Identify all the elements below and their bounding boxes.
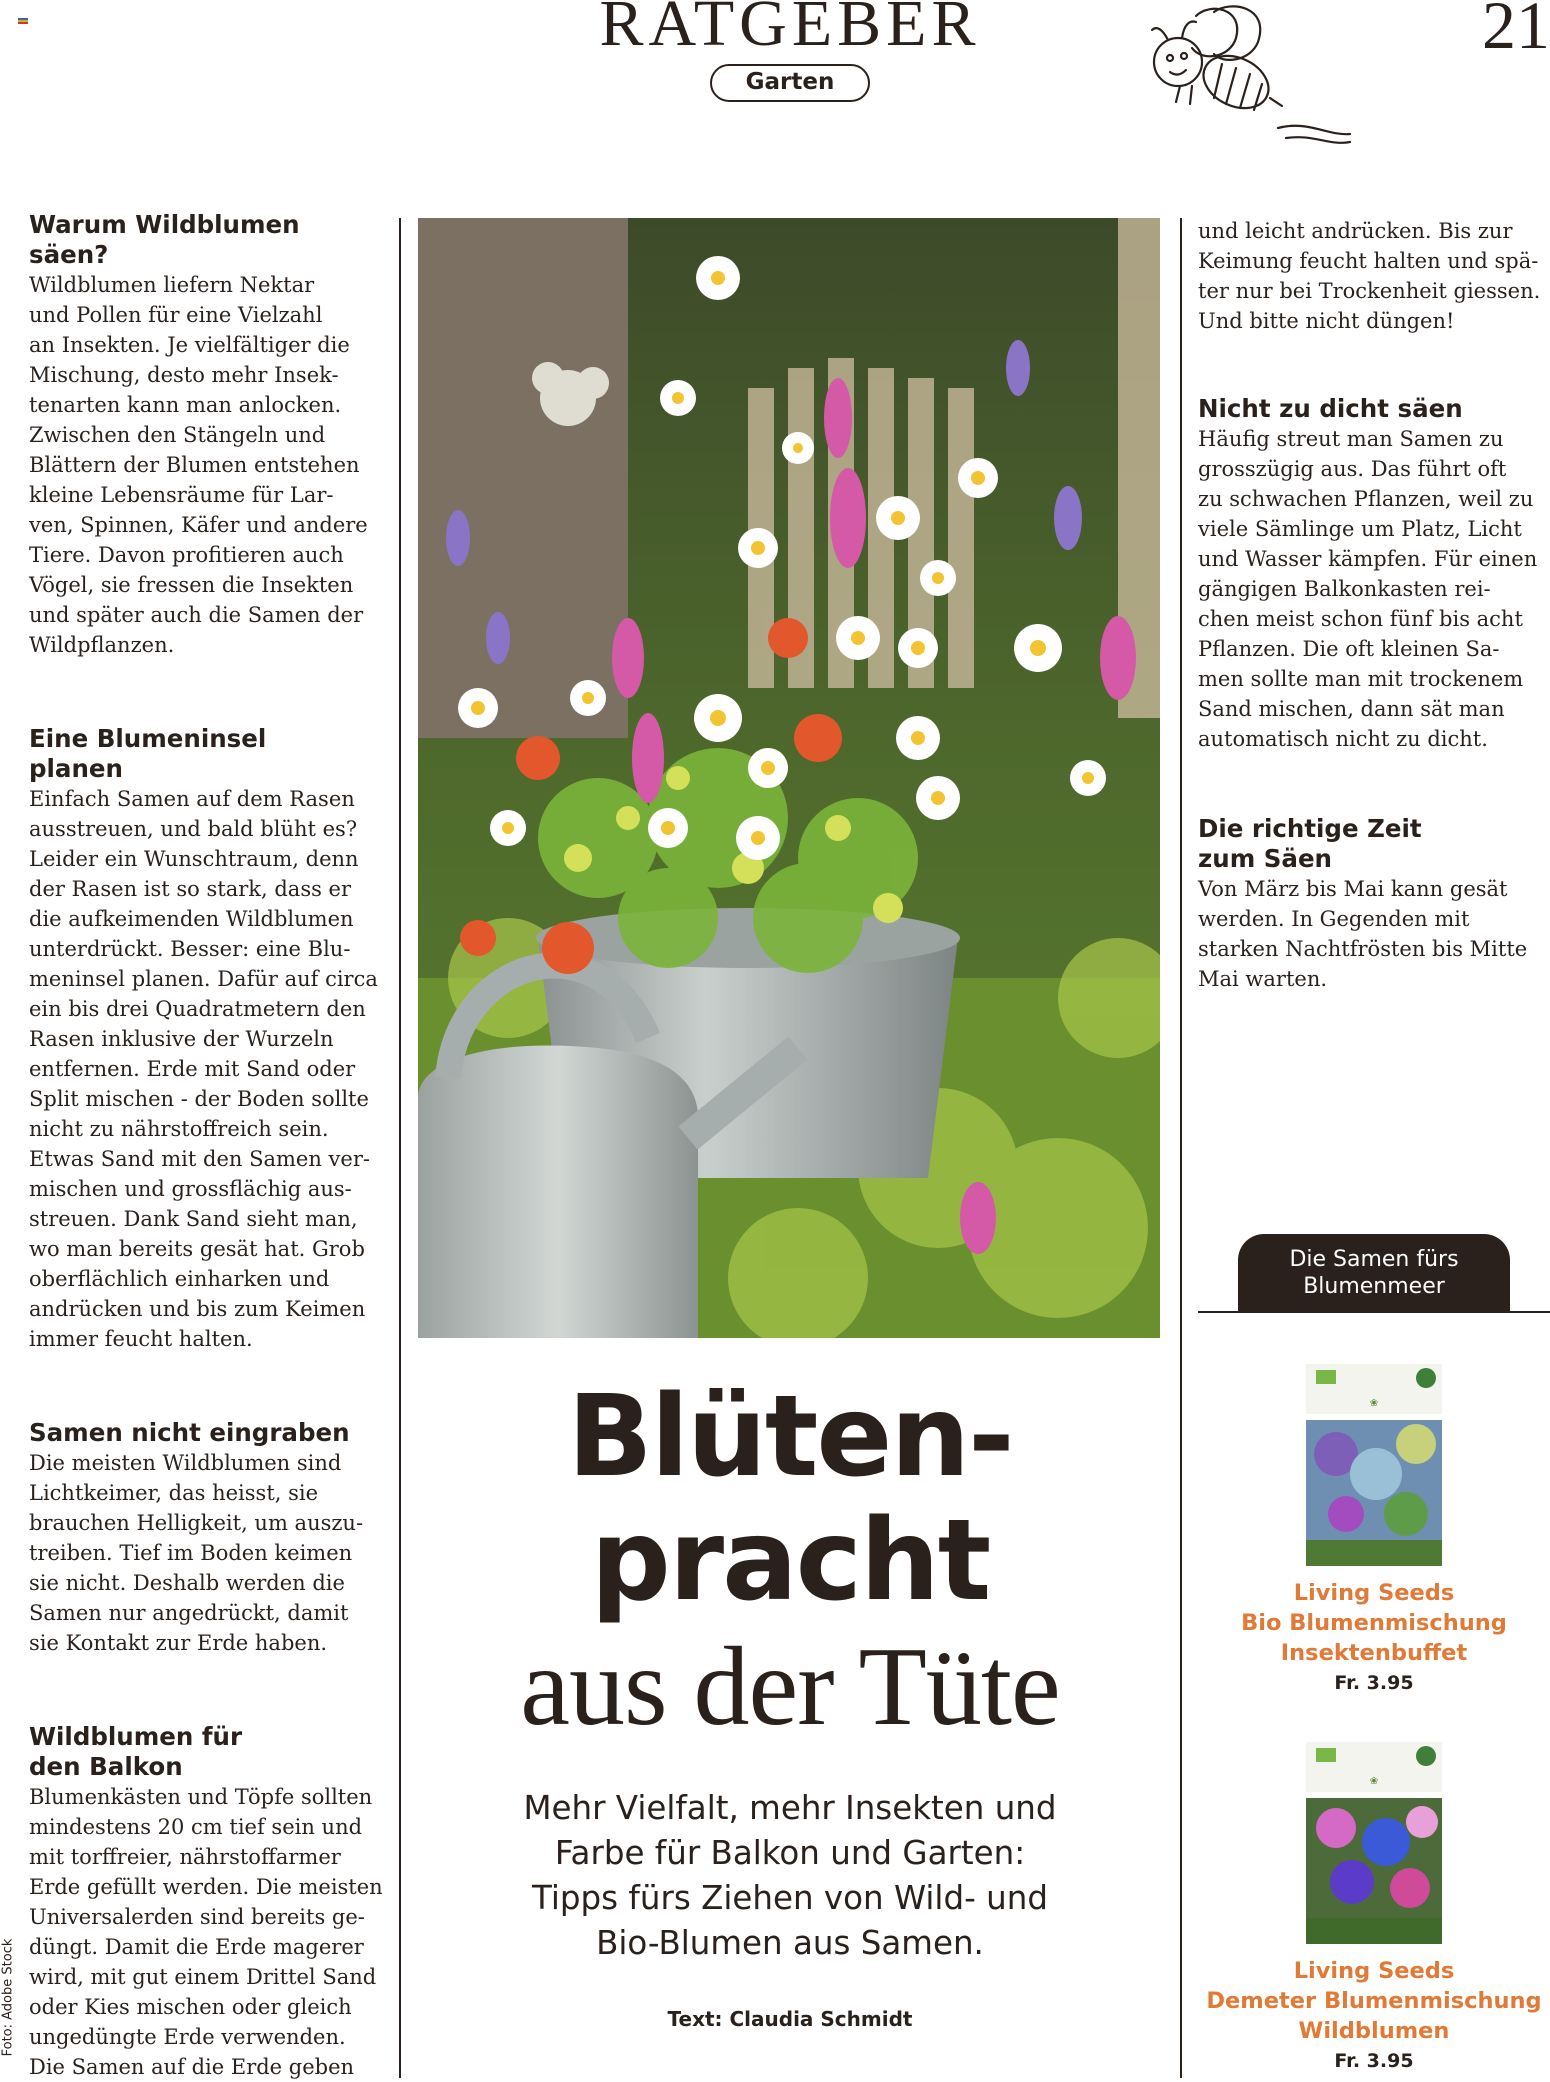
text-line: Etwas Sand mit den Samen ver- <box>29 1147 370 1171</box>
section-body <box>1198 424 1548 754</box>
text-line: Einfach Samen auf dem Rasen <box>29 787 355 811</box>
bee-illustration-icon <box>1118 2 1358 152</box>
page-number: 21 <box>1482 0 1550 63</box>
section-body <box>29 1782 389 2082</box>
text-line: Blättern der Blumen entstehen <box>29 453 360 477</box>
product-card[interactable] <box>1198 1364 1550 1698</box>
article-lead <box>470 1786 1110 1966</box>
product-price: Fr. 3.95 <box>1334 2050 1414 2072</box>
text-line: wird, mit gut einem Drittel Sand <box>29 1965 377 1989</box>
seed-packet-image <box>1306 1364 1442 1566</box>
column-divider <box>1180 218 1182 2078</box>
section-body <box>29 270 389 660</box>
text-line: sie Kontakt zur Erde haben. <box>29 1631 328 1655</box>
product-price: Fr. 3.95 <box>1334 1672 1414 1694</box>
text-line: Und bitte nicht düngen! <box>1198 309 1455 333</box>
section-right-time <box>1198 814 1548 994</box>
section-heading: säen? <box>29 240 109 269</box>
text-line: die aufkeimenden Wildblumen <box>29 907 354 931</box>
column-divider <box>399 218 401 2078</box>
continued-text <box>1198 216 1548 336</box>
text-line: und Pollen für eine Vielzahl <box>29 303 323 327</box>
product-name <box>1198 1578 1550 1668</box>
text-line: Wildblumen liefern Nektar <box>29 273 315 297</box>
text-line: Häufig streut man Samen zu <box>1198 427 1504 451</box>
text-line: der Rasen ist so stark, dass er <box>29 877 352 901</box>
text-line: oder Kies mischen oder gleich <box>29 1995 352 2019</box>
text-line: ter nur bei Trockenheit giessen. <box>1198 279 1541 303</box>
section-heading: planen <box>29 754 123 783</box>
text-line: automatisch nicht zu dicht. <box>1198 727 1488 751</box>
section-title: RATGEBER <box>599 0 981 60</box>
text-line: werden. In Gegenden mit <box>1198 907 1470 931</box>
section-heading: zum Säen <box>1198 844 1332 873</box>
text-line: Mischung, desto mehr Insek- <box>29 363 339 387</box>
text-line: meninsel planen. Dafür auf circa <box>29 967 378 991</box>
text-line: gängigen Balkonkasten rei- <box>1198 577 1491 601</box>
text-line: starken Nachtfrösten bis Mitte <box>1198 937 1528 961</box>
headline-line: pracht <box>590 1496 990 1626</box>
text-line: Universalerden sind bereits ge- <box>29 1905 365 1929</box>
seed-packet-image <box>1306 1742 1442 1944</box>
product-name-line: Bio Blumenmischung <box>1241 1610 1507 1636</box>
text-line: Die meisten Wildblumen sind <box>29 1451 342 1475</box>
svg-text:❀: ❀ <box>1369 1398 1379 1409</box>
product-name-line: Demeter Blumenmischung <box>1206 1988 1542 2014</box>
category-pill: Garten <box>710 64 870 102</box>
text-line: düngt. Damit die Erde magerer <box>29 1935 364 1959</box>
text-line: Pflanzen. Die oft kleinen Sa- <box>1198 637 1500 661</box>
text-line: streuen. Dank Sand sieht man, <box>29 1207 358 1231</box>
text-line: Lichtkeimer, das heisst, sie <box>29 1481 319 1505</box>
text-line: wo man bereits gesät hat. Grob <box>29 1237 365 1261</box>
text-line: nicht zu nährstoffreich sein. <box>29 1117 329 1141</box>
text-line: Zwischen den Stängeln und <box>29 423 326 447</box>
text-line: ungedüngte Erde verwenden. <box>29 2025 346 2049</box>
text-line: Erde gefüllt werden. Die meisten <box>29 1875 383 1899</box>
text-line: mischen und grossflächig aus- <box>29 1177 352 1201</box>
lead-line: Farbe für Balkon und Garten: <box>554 1834 1026 1872</box>
left-column <box>29 210 389 2082</box>
text-line: kleine Lebensräume für Lar- <box>29 483 334 507</box>
section-why-wildflowers <box>29 210 389 660</box>
lead-line: Bio-Blumen aus Samen. <box>596 1924 984 1962</box>
text-line: und leicht andrücken. Bis zur <box>1198 219 1513 243</box>
product-name-line: Insektenbuffet <box>1280 1640 1468 1666</box>
svg-text:❀: ❀ <box>1369 1776 1379 1787</box>
section-heading: Warum Wildblumen <box>29 210 300 239</box>
text-line: an Insekten. Je vielfältiger die <box>29 333 350 357</box>
section-do-not-sow-densely <box>1198 394 1548 754</box>
text-line: ven, Spinnen, Käfer und andere <box>29 513 368 537</box>
photo-credit: Foto: Adobe Stock <box>0 1938 16 2057</box>
product-name-line: Wildblumen <box>1298 2018 1450 2044</box>
product-card[interactable] <box>1198 1742 1550 2076</box>
article-headline <box>420 1372 1160 1751</box>
text-line: brauchen Helligkeit, um auszu- <box>29 1511 364 1535</box>
text-line: treiben. Tief im Boden keimen <box>29 1541 353 1565</box>
text-line: Split mischen - der Boden sollte <box>29 1087 369 1111</box>
product-name <box>1198 1956 1550 2046</box>
text-line: Sand mischen, dann sät man <box>1198 697 1505 721</box>
section-heading: Eine Blumeninsel <box>29 724 267 753</box>
headline-line: Blüten- <box>567 1372 1013 1502</box>
text-line: Blumenkästen und Töpfe sollten <box>29 1785 373 1809</box>
section-body <box>1198 874 1548 994</box>
text-line: Wildpflanzen. <box>29 633 175 657</box>
text-line: Samen nur angedrückt, damit <box>29 1601 349 1625</box>
text-line: Von März bis Mai kann gesät <box>1198 877 1508 901</box>
text-line: Tiere. Davon profitieren auch <box>29 543 344 567</box>
section-flower-island <box>29 724 389 1354</box>
product-box-tab <box>1238 1234 1510 1312</box>
product-name-line: Living Seeds <box>1293 1958 1455 1984</box>
text-line: men sollte man mit trockenem <box>1198 667 1524 691</box>
text-line: andrücken und bis zum Keimen <box>29 1297 366 1321</box>
section-heading: Wildblumen für <box>29 1722 243 1751</box>
text-line: immer feucht halten. <box>29 1327 253 1351</box>
author-byline: Text: Claudia Schmidt <box>667 2007 913 2031</box>
section-body <box>29 784 389 1354</box>
text-line: ein bis drei Quadratmetern den <box>29 997 366 1021</box>
headline-line: aus der Tüte <box>520 1625 1060 1749</box>
text-line: entfernen. Erde mit Sand oder <box>29 1057 356 1081</box>
lead-line: Mehr Vielfalt, mehr Insekten und <box>523 1789 1057 1827</box>
text-line: grosszügig aus. Das führt oft <box>1198 457 1507 481</box>
color-bar-mark <box>18 18 28 24</box>
text-line: zu schwachen Pflanzen, weil zu <box>1198 487 1534 511</box>
section-heading: Samen nicht eingraben <box>29 1418 350 1447</box>
section-body <box>29 1448 389 1658</box>
section-do-not-bury-seeds <box>29 1418 389 1658</box>
text-line: Vögel, sie fressen die Insekten <box>29 573 354 597</box>
product-box-rule <box>1198 1311 1550 1313</box>
tab-line: Blumenmeer <box>1303 1274 1445 1299</box>
section-balcony <box>29 1722 389 2082</box>
text-line: Die Samen auf die Erde geben <box>29 2055 355 2079</box>
text-line: Mai warten. <box>1198 967 1328 991</box>
tab-line: Die Samen fürs <box>1289 1247 1459 1272</box>
text-line: und Wasser kämpfen. Für einen <box>1198 547 1538 571</box>
section-heading: Die richtige Zeit <box>1198 814 1422 843</box>
right-column <box>1198 216 1548 994</box>
text-line: Rasen inklusive der Wurzeln <box>29 1027 334 1051</box>
product-name-line: Living Seeds <box>1293 1580 1455 1606</box>
lead-line: Tipps fürs Ziehen von Wild- und <box>532 1879 1048 1917</box>
text-line: viele Sämlinge um Platz, Licht <box>1198 517 1522 541</box>
text-line: und später auch die Samen der <box>29 603 364 627</box>
text-line: Keimung feucht halten und spä- <box>1198 249 1539 273</box>
text-line: Leider ein Wunschtraum, denn <box>29 847 359 871</box>
text-line: ausstreuen, und bald blüht es? <box>29 817 358 841</box>
text-line: oberflächlich einharken und <box>29 1267 330 1291</box>
section-heading: Nicht zu dicht säen <box>1198 394 1463 423</box>
flower-bucket-photo <box>418 218 1160 1338</box>
text-line: tenarten kann man anlocken. <box>29 393 342 417</box>
text-line: unterdrückt. Besser: eine Blu- <box>29 937 351 961</box>
text-line: chen meist schon fünf bis acht <box>1198 607 1523 631</box>
text-line: mit torffreier, nährstoffarmer <box>29 1845 341 1869</box>
text-line: mindestens 20 cm tief sein und <box>29 1815 363 1839</box>
section-heading: den Balkon <box>29 1752 183 1781</box>
text-line: sie nicht. Deshalb werden die <box>29 1571 345 1595</box>
